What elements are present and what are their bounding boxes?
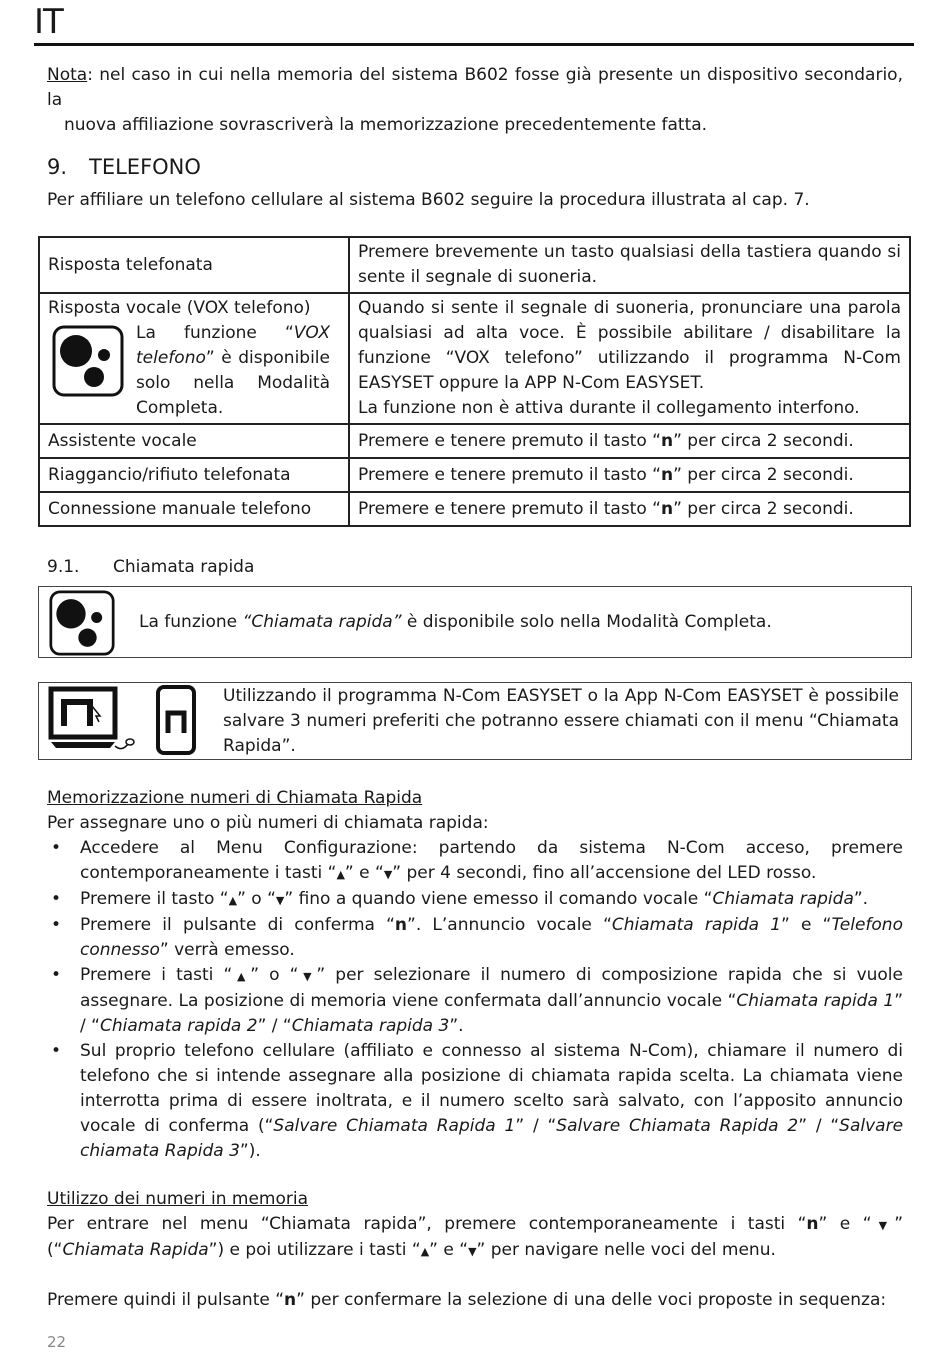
table-cell-desc xyxy=(349,458,910,492)
table-cell-desc xyxy=(349,492,910,526)
up-arrow-icon: ▲ xyxy=(232,970,251,983)
page-number: 22 xyxy=(47,1333,67,1351)
step-text: ” o “ xyxy=(250,965,299,985)
step-text: ” e “ xyxy=(781,915,832,935)
down-arrow-icon: ▼ xyxy=(871,1219,895,1232)
step-text: ” / “ xyxy=(798,1116,840,1136)
section-9-heading xyxy=(47,153,201,181)
list-item xyxy=(47,836,903,887)
full-mode-note-box xyxy=(38,586,912,658)
full-mode-icon xyxy=(49,590,115,656)
vox-note-c: ” è disponibile solo nella Modalità Completa. xyxy=(136,348,330,418)
step-text: Chiamata rapida 2 xyxy=(99,1016,258,1036)
easyset-note-box xyxy=(38,682,912,760)
table-row xyxy=(39,492,910,526)
desc-b: ” per circa 2 secondi. xyxy=(673,430,854,451)
para-text: Chiamata Rapida xyxy=(62,1240,209,1260)
n-key: n xyxy=(394,915,408,935)
table-cell-label xyxy=(39,237,349,293)
para-text: Per entrare nel menu “Chiamata rapida”, premere contemporaneamente i tasti “ xyxy=(47,1214,807,1234)
table-cell-desc xyxy=(349,293,910,424)
n-key: n xyxy=(660,498,674,519)
down-arrow-icon: ▼ xyxy=(468,1245,477,1258)
note-paragraph xyxy=(47,63,903,138)
header-rule xyxy=(34,43,914,46)
desc-a: Premere e tenere premuto il tasto “ xyxy=(358,430,661,451)
step-text: ”. xyxy=(449,1016,464,1036)
para-text: ” per navigare nelle voci del menu. xyxy=(476,1240,776,1260)
step-text: ” / “ xyxy=(257,1016,292,1036)
utilizzo-paragraph-1 xyxy=(47,1212,903,1264)
section-9-title: TELEFONO xyxy=(89,155,201,179)
step-text: ” e “ xyxy=(344,863,384,883)
step-text: Salvare chiamata Rapida 3 xyxy=(80,1116,904,1161)
label-risposta-telefonata: Risposta telefonata xyxy=(48,254,213,275)
step-text: Premere il pulsante di conferma “ xyxy=(80,915,395,935)
memorizzazione-intro: Per assegnare uno o più numeri di chiamata rapida: xyxy=(47,813,489,833)
table-row xyxy=(39,424,910,458)
para-text: ” e “ xyxy=(429,1240,469,1260)
para-text: ”) e poi utilizzare i tasti “ xyxy=(208,1240,421,1260)
list-item xyxy=(47,963,903,1039)
n-key: n xyxy=(660,464,674,485)
easyset-note-text: Utilizzando il programma N-Com EASYSET o la App N-Com EASYSET è possibile salvare 3 numeri preferiti che potranno essere chiamati con il menu “Chiamata Rapida”. xyxy=(223,686,899,756)
note-line-1: : nel caso in cui nella memoria del sistema B602 fosse già presente un dispositivo secondario, la xyxy=(47,65,903,110)
section-9-number: 9. xyxy=(47,155,68,179)
para-text: ” per confermare la selezione di una delle voci proposte in sequenza: xyxy=(296,1290,887,1310)
step-text: Accedere al Menu Configurazione: partendo da sistema N-Com acceso, premere contemporaneamente i tasti “ xyxy=(80,838,903,883)
utilizzo-heading: Utilizzo dei numeri in memoria xyxy=(47,1189,309,1209)
step-text: ”. L’annuncio vocale “ xyxy=(407,915,612,935)
full-mode-note-text xyxy=(139,610,772,635)
phone-functions-table xyxy=(38,236,911,527)
section-9-1-heading xyxy=(47,555,254,580)
vox-note-a: La funzione “ xyxy=(136,323,294,343)
down-arrow-icon: ▼ xyxy=(275,894,285,907)
box1-b: “Chiamata rapida” xyxy=(242,612,402,632)
section-9-1-title: Chiamata rapida xyxy=(113,557,255,577)
bullet: • xyxy=(51,1041,62,1061)
table-cell-desc xyxy=(349,424,910,458)
step-text: ” per selezionare il numero di composizione rapida che si vuole assegnare. La posizione di memoria viene confermata dall’annuncio vocale “ xyxy=(80,965,903,1011)
table-row xyxy=(39,458,910,492)
para-text: Premere quindi il pulsante “ xyxy=(47,1290,285,1310)
full-mode-icon xyxy=(52,325,124,397)
step-text: ”). xyxy=(239,1141,261,1161)
bullet: • xyxy=(51,889,62,909)
step-text: Sul proprio telefono cellulare (affiliato e connesso al sistema N-Com), chiamare il numero di telefono che si intende assegnare alla posizione di chiamata rapida scelta. La chiamata viene interrotta prima di essere inoltrata, e il numero scelto sarà salvato, con l’apposito annuncio vocale di conferma (“ xyxy=(80,1041,903,1136)
step-text: ” fino a quando viene emesso il comando vocale “ xyxy=(284,889,713,909)
list-item xyxy=(47,887,903,913)
desc-b: ” per circa 2 secondi. xyxy=(673,464,854,485)
table-row xyxy=(39,237,910,293)
step-text: ” per 4 secondi, fino all’accensione del LED rosso. xyxy=(392,863,817,883)
vox-note-b: VOX telefono xyxy=(136,323,330,368)
step-text: Chiamata rapida 3 xyxy=(291,1016,450,1036)
step-text: Salvare Chiamata Rapida 2 xyxy=(556,1116,799,1136)
table-row xyxy=(39,293,910,424)
note-label: Nota xyxy=(47,65,88,85)
step-text: Chiamata rapida 1 xyxy=(611,915,782,935)
vox-desc-2: La funzione non è attiva durante il collegamento interfono. xyxy=(358,398,860,418)
step-text: Chiamata rapida xyxy=(712,889,854,909)
section-9-1-number: 9.1. xyxy=(47,557,80,577)
vox-note-text xyxy=(136,321,330,421)
step-text: Premere i tasti “ xyxy=(80,965,233,985)
step-text: ” / “ xyxy=(80,991,903,1036)
up-arrow-icon: ▲ xyxy=(420,1245,430,1258)
step-text: ” o “ xyxy=(237,889,276,909)
n-key: n xyxy=(806,1214,819,1234)
box1-a: La funzione xyxy=(139,612,243,632)
down-arrow-icon: ▼ xyxy=(383,868,393,881)
desc-b: ” per circa 2 secondi. xyxy=(673,498,854,519)
n-key: n xyxy=(284,1290,297,1310)
table-cell-label: Assistente vocale xyxy=(39,424,349,458)
vox-desc-1: Quando si sente il segnale di suoneria, pronunciare una parola qualsiasi ad alta voce. È possibile abilitare / disabilitare la funzione “VOX telefono” utilizzando il programma N-Com EASYSET oppure la APP N-Com EASYSET. xyxy=(358,298,901,393)
table-cell-label xyxy=(39,293,349,424)
n-key: n xyxy=(660,430,674,451)
section-9-intro: Per affiliare un telefono cellulare al sistema B602 seguire la procedura illustrata al cap. 7. xyxy=(47,190,810,210)
step-text: Telefono connesso xyxy=(80,915,903,960)
memorizzazione-steps xyxy=(47,836,903,1164)
bullet: • xyxy=(51,838,62,858)
step-text: Chiamata rapida 1 xyxy=(736,991,895,1011)
language-code: IT xyxy=(34,2,63,42)
up-arrow-icon: ▲ xyxy=(228,894,238,907)
smartphone-icon xyxy=(155,685,197,755)
desc-a: Premere e tenere premuto il tasto “ xyxy=(358,464,661,485)
memorizzazione-heading: Memorizzazione numeri di Chiamata Rapida xyxy=(47,788,423,808)
bullet: • xyxy=(51,915,62,935)
vox-note xyxy=(48,321,340,421)
down-arrow-icon: ▼ xyxy=(298,970,317,983)
para-text: ” (“ xyxy=(47,1214,903,1260)
para-text: ” e “ xyxy=(818,1214,872,1234)
step-text: ” verrà emesso. xyxy=(159,940,295,960)
box1-c: è disponibile solo nella Modalità Completa. xyxy=(401,612,772,632)
step-text: Salvare Chiamata Rapida 1 xyxy=(273,1116,516,1136)
computer-icon xyxy=(48,686,136,756)
list-item xyxy=(47,913,903,963)
utilizzo-paragraph-2 xyxy=(47,1288,903,1313)
bullet: • xyxy=(51,965,62,985)
step-text: ” / “ xyxy=(515,1116,557,1136)
note-line-2: nuova affiliazione sovrascriverà la memorizzazione precedentemente fatta. xyxy=(64,115,708,135)
list-item xyxy=(47,1039,903,1164)
table-cell-label: Riaggancio/rifiuto telefonata xyxy=(39,458,349,492)
table-cell-label: Connessione manuale telefono xyxy=(39,492,349,526)
step-text: Premere il tasto “ xyxy=(80,889,229,909)
label-risposta-vocale: Risposta vocale (VOX telefono) xyxy=(48,298,311,318)
up-arrow-icon: ▲ xyxy=(336,868,345,881)
step-text: ”. xyxy=(853,889,869,909)
desc-a: Premere e tenere premuto il tasto “ xyxy=(358,498,661,519)
table-cell-desc: Premere brevemente un tasto qualsiasi della tastiera quando si sente il segnale di suoneria. xyxy=(349,237,910,293)
